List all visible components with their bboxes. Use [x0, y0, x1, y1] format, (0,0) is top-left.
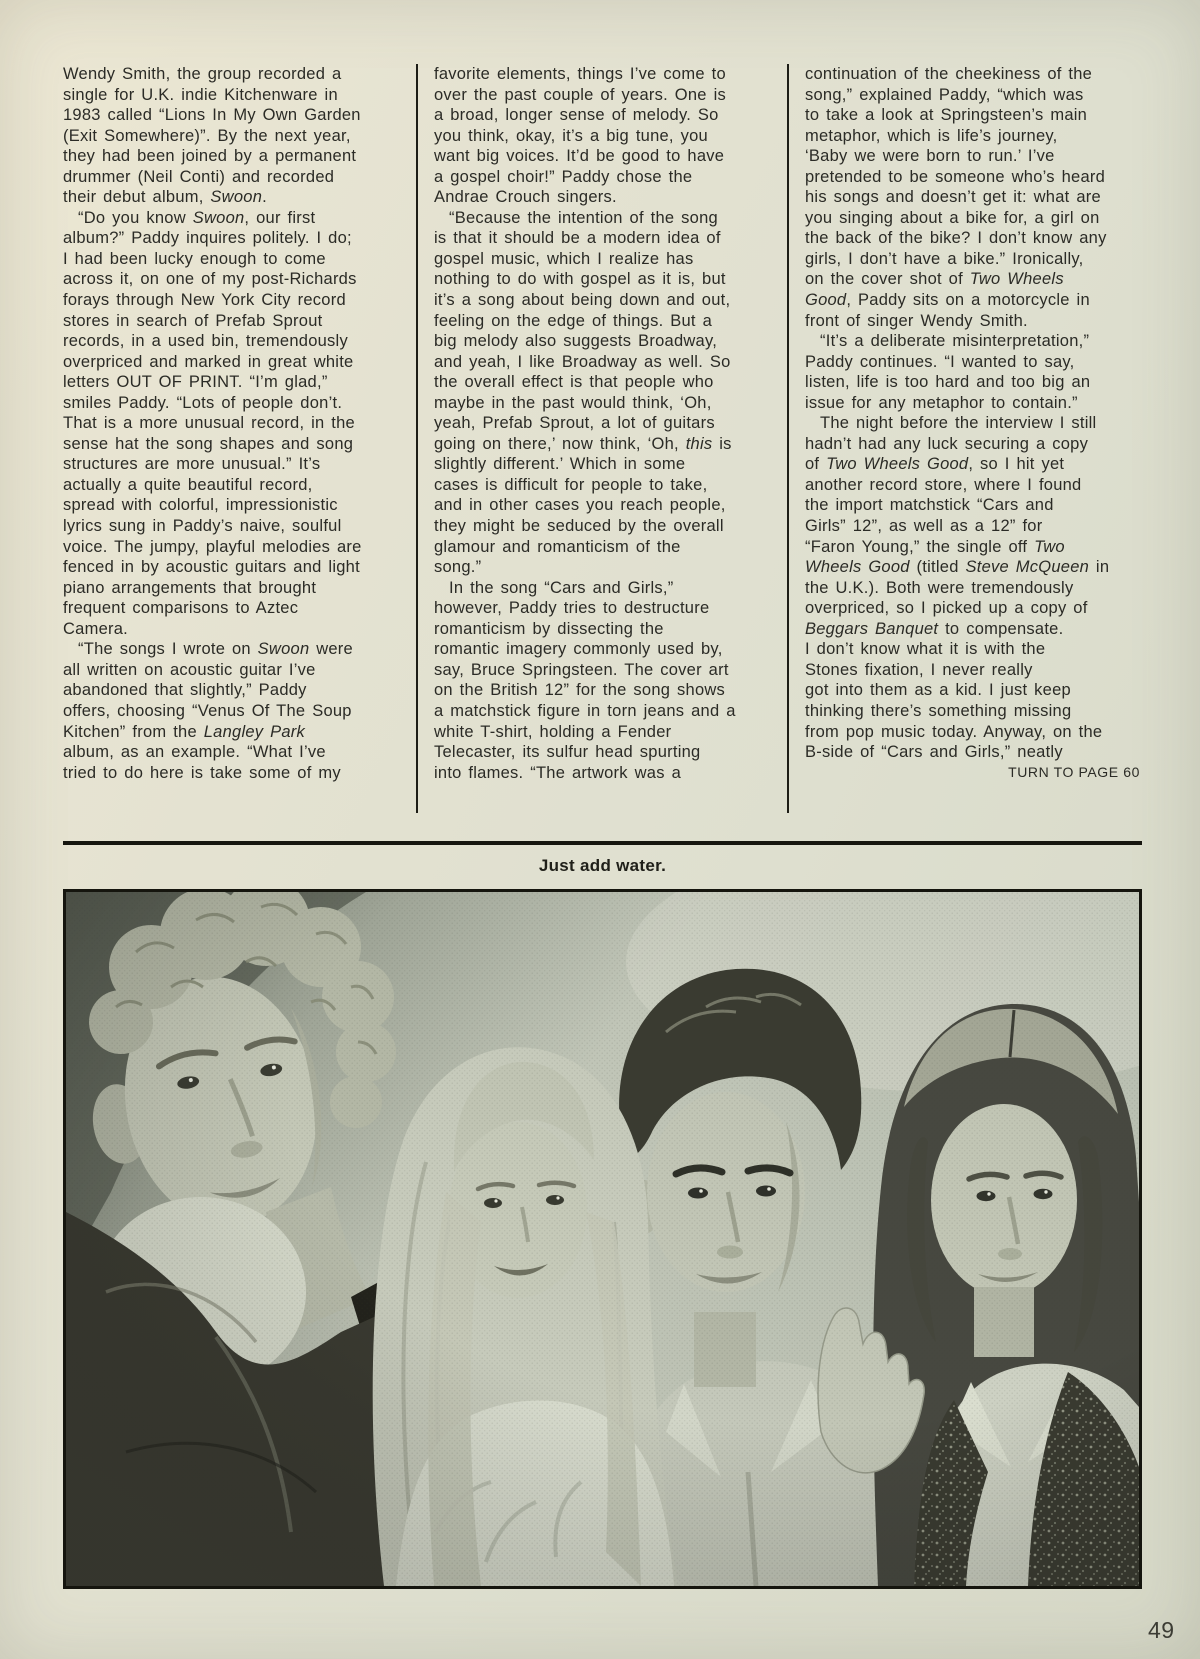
article-line: Telecaster, its sulfur head spurting: [434, 743, 701, 762]
page-number: 49: [1148, 1617, 1175, 1643]
article-line: voice. The jumpy, playful melodies are: [63, 537, 362, 556]
vignette-overlay: [66, 892, 1139, 1586]
article-line: girls, I don’t have a bike.” Ironically,: [805, 249, 1084, 268]
article-line: stores in search of Prefab Sprout: [63, 311, 323, 330]
article-line: over the past couple of years. One is: [434, 85, 726, 104]
article-line: ‘Baby we were born to run.’ I’ve: [805, 147, 1055, 166]
article-line: across it, on one of my post-Richards: [63, 270, 357, 289]
article-line: letters OUT OF PRINT. “I’m glad,”: [63, 373, 328, 392]
article-line: the import matchstick “Cars and: [805, 496, 1054, 515]
article-line: Paddy continues. “I wanted to say,: [805, 352, 1075, 371]
article-line: song.”: [434, 558, 482, 577]
article-line: all written on acoustic guitar I’ve: [63, 660, 316, 679]
article-line: I had been lucky enough to come: [63, 249, 326, 268]
article-line: it’s a song about being down and out,: [434, 291, 731, 310]
article-line: overpriced, so I picked up a copy of: [805, 599, 1088, 618]
article-line: single for U.K. indie Kitchenware in: [63, 85, 338, 104]
article-line: Stones fixation, I never really: [805, 660, 1033, 679]
article-line: the overall effect is that people who: [434, 373, 714, 392]
article-line: a broad, longer sense of melody. So: [434, 106, 719, 125]
article-line: That is a more unusual record, in the: [63, 414, 355, 433]
article-line: got into them as a kid. I just keep: [805, 681, 1071, 700]
article-line: forays through New York City record: [63, 291, 346, 310]
article-line: and in other cases you reach people,: [434, 496, 726, 515]
article-line: listen, life is too hard and too big an: [805, 373, 1091, 392]
article-line: overpriced and marked in great white: [63, 352, 354, 371]
article-line: into flames. “The artwork was a: [434, 763, 681, 782]
article-line: on the cover shot of Two Wheels: [805, 270, 1064, 289]
article-line: a gospel choir!” Paddy chose the: [434, 167, 693, 186]
article-line: lyrics sung in Paddy’s naive, soulful: [63, 517, 342, 536]
article-line: Wheels Good (titled Steve McQueen in: [805, 558, 1110, 577]
band-photo-illustration: [66, 892, 1139, 1586]
article-line: feeling on the edge of things. But a: [434, 311, 713, 330]
article-line: tried to do here is take some of my: [63, 763, 341, 782]
photo-caption: Just add water.: [538, 856, 667, 875]
article-line: say, Bruce Springsteen. The cover art: [434, 660, 729, 679]
article-line: they might be seduced by the overall: [434, 517, 724, 536]
article-line: another record store, where I found: [805, 475, 1082, 494]
article-line: smiles Paddy. “Lots of people don’t.: [63, 393, 343, 412]
article-line: B-side of “Cars and Girls,” neatly: [805, 743, 1063, 762]
article-line: from pop music today. Anyway, on the: [805, 722, 1103, 741]
article-line: pretended to be someone who’s heard: [805, 167, 1106, 186]
article-line: they had been joined by a permanent: [63, 147, 357, 166]
article-line: structures are more unusual.” It’s: [63, 455, 321, 474]
article-column-3: [805, 64, 1142, 763]
article-line: a matchstick figure in torn jeans and a: [434, 701, 736, 720]
article-line: Camera.: [63, 619, 129, 638]
article-line: sense hat the song shapes and song: [63, 434, 354, 453]
article-line: actually a quite beautiful record,: [63, 475, 313, 494]
column-divider: [416, 64, 418, 813]
article-line: Girls” 12”, as well as a 12” for: [805, 517, 1043, 536]
article-line: romanticism by dissecting the: [434, 619, 664, 638]
article-line: romantic imagery commonly used by,: [434, 640, 723, 659]
article-line: and yeah, I like Broadway as well. So: [434, 352, 731, 371]
article-column-2: [434, 64, 771, 814]
article-line: their debut album, Swoon.: [63, 188, 267, 207]
article-line: thinking there’s something missing: [805, 701, 1072, 720]
article-line: want big voices. It’d be good to have: [434, 147, 725, 166]
article-line: continuation of the cheekiness of the: [805, 65, 1093, 83]
article-line: drummer (Neil Conti) and recorded: [63, 167, 335, 186]
article-line: going on there,’ now think, ‘Oh, this is: [434, 434, 732, 453]
article-line: the back of the bike? I don’t know any: [805, 229, 1107, 248]
article-line: In the song “Cars and Girls,”: [449, 578, 674, 597]
article-line: gospel music, which I realize has: [434, 249, 694, 268]
article-line: issue for any metaphor to contain.”: [805, 393, 1078, 412]
band-photo: [63, 889, 1142, 1589]
article-line: “It’s a deliberate misinterpretation,”: [820, 332, 1090, 351]
article-line: (Exit Somewhere)”. By the next year,: [63, 126, 351, 145]
turn-to-page-note: TURN TO PAGE 60: [1008, 764, 1140, 780]
article-line: you singing about a bike for, a girl on: [805, 208, 1100, 227]
article-line: to take a look at Springsteen’s main: [805, 106, 1088, 125]
article-line: metaphor, which is life’s journey,: [805, 126, 1058, 145]
article-line: you think, okay, it’s a big tune, you: [434, 126, 708, 145]
article-line: piano arrangements that brought: [63, 578, 317, 597]
article-column-3-wrap: [805, 64, 1142, 814]
article-line: front of singer Wendy Smith.: [805, 311, 1028, 330]
article-line: records, in a used bin, tremendously: [63, 332, 348, 351]
article-line: “Faron Young,” the single off Two: [805, 537, 1065, 556]
article-line: Kitchen” from the Langley Park: [63, 722, 306, 741]
article-line: white T-shirt, holding a Fender: [434, 722, 672, 741]
article-column-1: [63, 64, 400, 814]
article-line: glamour and romanticism of the: [434, 537, 681, 556]
article-line: of Two Wheels Good, so I hit yet: [805, 455, 1065, 474]
article-line: abandoned that slightly,” Paddy: [63, 681, 307, 700]
article-line: 1983 called “Lions In My Own Garden: [63, 106, 361, 125]
article-line: The night before the interview I still: [820, 414, 1097, 433]
article-text: [63, 64, 1142, 814]
article-line: offers, choosing “Venus Of The Soup: [63, 701, 352, 720]
article-line: on the British 12” for the song shows: [434, 681, 726, 700]
article-line: is that it should be a modern idea of: [434, 229, 721, 248]
article-line: song,” explained Paddy, “which was: [805, 85, 1084, 104]
article-line: big melody also suggests Broadway,: [434, 332, 718, 351]
article-line: however, Paddy tries to destructure: [434, 599, 710, 618]
section-rule: [63, 841, 1142, 845]
article-line: favorite elements, things I’ve come to: [434, 65, 726, 83]
article-line: fenced in by acoustic guitars and light: [63, 558, 360, 577]
article-line: album, as an example. “What I’ve: [63, 743, 326, 762]
article-line: frequent comparisons to Aztec: [63, 599, 299, 618]
article-line: slightly different.’ Which in some: [434, 455, 686, 474]
article-line: maybe in the past would think, ‘Oh,: [434, 393, 712, 412]
article-line: the U.K.). Both were tremendously: [805, 578, 1074, 597]
article-line: “Because the intention of the song: [449, 208, 718, 227]
article-line: “Do you know Swoon, our first: [78, 208, 316, 227]
article-line: Good, Paddy sits on a motorcycle in: [805, 291, 1090, 310]
article-line: his songs and doesn’t get it: what are: [805, 188, 1101, 207]
article-line: hadn’t had any luck securing a copy: [805, 434, 1089, 453]
article-line: nothing to do with gospel as it is, but: [434, 270, 726, 289]
article-line: yeah, Prefab Sprout, a lot of guitars: [434, 414, 715, 433]
article-line: Beggars Banquet to compensate.: [805, 619, 1064, 638]
article-line: Andrae Crouch singers.: [434, 188, 617, 207]
article-line: album?” Paddy inquires politely. I do;: [63, 229, 352, 248]
article-line: I don’t know what it is with the: [805, 640, 1046, 659]
article-line: Wendy Smith, the group recorded a: [63, 65, 342, 83]
article-line: cases is difficult for people to take,: [434, 475, 708, 494]
column-divider: [787, 64, 789, 813]
article-line: spread with colorful, impressionistic: [63, 496, 338, 515]
article-line: “The songs I wrote on Swoon were: [78, 640, 353, 659]
